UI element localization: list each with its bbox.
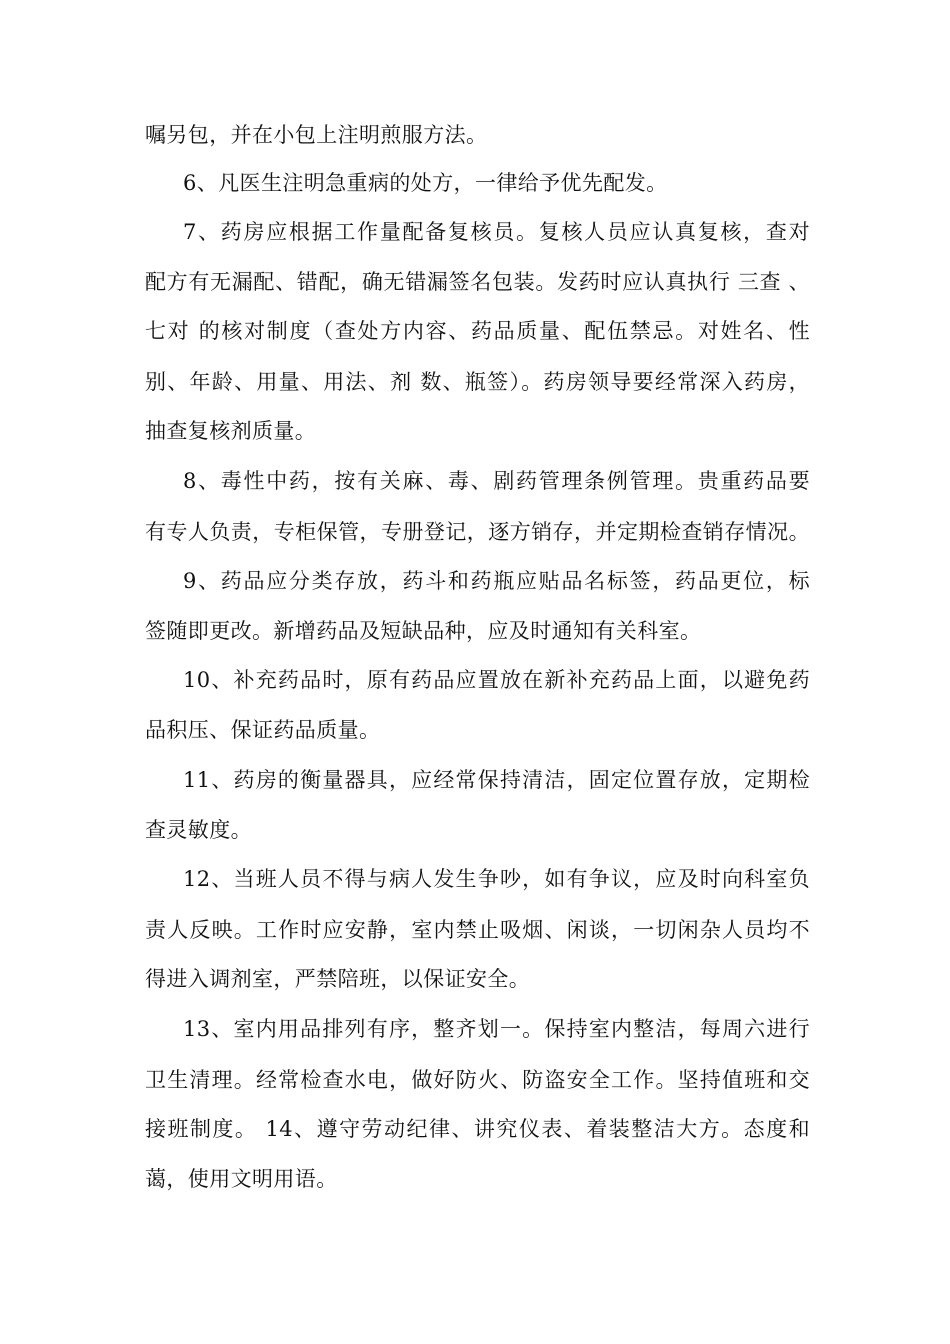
text-line: 8、毒性中药，按有关麻、毒、剧药管理条例管理。贵重药品要 xyxy=(183,469,810,493)
text-line: 得进入调剂室，严禁陪班，以保证安全。 xyxy=(145,967,531,991)
text-line: 签随即更改。新增药品及短缺品种，应及时通知有关科室。 xyxy=(145,619,702,643)
text-line: 12、当班人员不得与病人发生争吵，如有争议，应及时向科室负 xyxy=(183,867,810,891)
text-line: 别、年龄、用量、用法、剂 数、瓶签）。药房领导要经常深入药房， xyxy=(145,370,810,394)
text-line: 配方有无漏配、错配，确无错漏签名包装。发药时应认真执行 三查 、 xyxy=(145,270,810,294)
text-line: 七对 的核对制度（查处方内容、药品质量、配伍禁忌。对姓名、性 xyxy=(145,319,810,343)
text-line: 查灵敏度。 xyxy=(145,818,252,842)
text-line: 11、药房的衡量器具，应经常保持清洁，固定位置存放，定期检 xyxy=(183,768,810,792)
text-line: 嘱另包，并在小包上注明煎服方法。 xyxy=(145,123,488,147)
text-line: 9、药品应分类存放，药斗和药瓶应贴品名标签，药品更位，标 xyxy=(183,569,810,593)
text-line: 品积压、保证药品质量。 xyxy=(145,718,381,742)
text-line: 卫生清理。经常检查水电，做好防火、防盗安全工作。坚持值班和交 xyxy=(145,1068,810,1092)
text-line: 抽查复核剂质量。 xyxy=(145,419,317,443)
text-line: 有专人负责，专柜保管，专册登记，逐方销存，并定期检查销存情况。 xyxy=(145,520,810,544)
text-line: 蔼，使用文明用语。 xyxy=(145,1167,338,1191)
text-line: 接班制度。 14、遵守劳动纪律、讲究仪表、着装整洁大方。态度和 xyxy=(145,1117,810,1141)
text-line: 7、药房应根据工作量配备复核员。复核人员应认真复核，查对 xyxy=(183,220,810,244)
text-line: 10、补充药品时，原有药品应置放在新补充药品上面，以避免药 xyxy=(183,668,810,692)
text-line: 13、室内用品排列有序，整齐划一。保持室内整洁，每周六进行 xyxy=(183,1017,810,1041)
text-line: 责人反映。工作时应安静，室内禁止吸烟、闲谈，一切闲杂人员均不 xyxy=(145,918,810,942)
text-line: 6、凡医生注明急重病的处方，一律给予优先配发。 xyxy=(183,171,668,195)
